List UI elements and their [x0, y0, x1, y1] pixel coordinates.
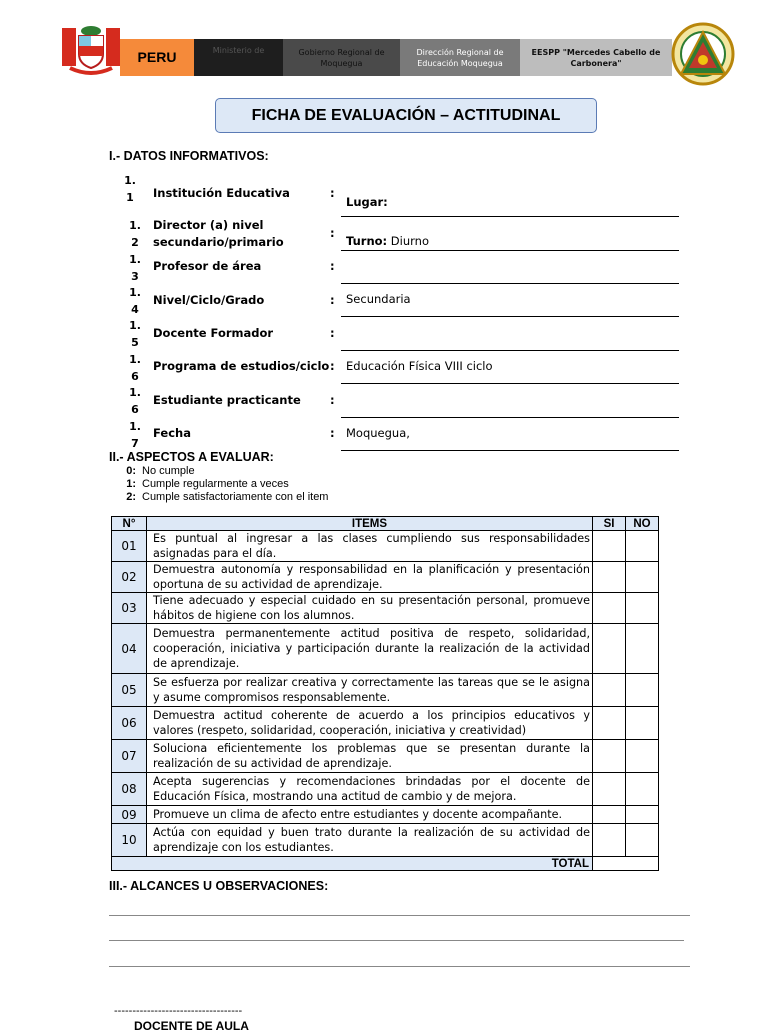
- label-profesor: Profesor de área: [153, 259, 262, 273]
- observation-line[interactable]: [109, 915, 690, 916]
- colon: :: [330, 326, 335, 340]
- cell-si[interactable]: [593, 824, 626, 857]
- cell-si[interactable]: [593, 593, 626, 624]
- table-row: [112, 806, 659, 824]
- row-number: 1. 7: [129, 420, 141, 450]
- label-nivel-ciclo-grado: Nivel/Ciclo/Grado: [153, 293, 265, 307]
- table-row: [112, 593, 659, 624]
- cell-no[interactable]: [626, 624, 659, 674]
- section-2-heading: II.- ASPECTOS A EVALUAR:: [109, 450, 274, 464]
- value-programa: Educación Física VIII ciclo: [346, 359, 493, 373]
- field-line[interactable]: [341, 383, 679, 384]
- cell-no[interactable]: [626, 707, 659, 740]
- field-line[interactable]: [341, 250, 679, 251]
- item-number: 01: [112, 531, 147, 562]
- section-3-heading: III.- ALCANCES U OBSERVACIONES:: [109, 879, 329, 893]
- label-fecha: Fecha: [153, 426, 191, 440]
- signature-label: DOCENTE DE AULA: [134, 1019, 249, 1033]
- table-row: [112, 824, 659, 857]
- item-number: 08: [112, 773, 147, 806]
- total-label: TOTAL: [112, 857, 593, 871]
- value-fecha: Moquegua,: [346, 426, 410, 440]
- item-text: Demuestra autonomía y responsabilidad en la planificación y presentación oportuna de su actividad de aprendizaje.: [147, 562, 593, 593]
- cell-si[interactable]: [593, 562, 626, 593]
- item-number: 06: [112, 707, 147, 740]
- scale-item: 2: Cumple satisfactoriamente con el item: [126, 491, 329, 503]
- item-text: Se esfuerza por realizar creativa y correctamente las tareas que se le asigna y asume compromisos responsablemente.: [147, 674, 593, 707]
- colon: :: [330, 393, 335, 407]
- label-programa: Programa de estudios/ciclo: [153, 359, 330, 373]
- item-text: Promueve un clima de afecto entre estudiantes y docente acompañante.: [147, 806, 593, 824]
- item-number: 10: [112, 824, 147, 857]
- row-number: 1. 6: [129, 353, 141, 383]
- item-text: Acepta sugerencias y recomendaciones brindadas por el docente de Educación Física, mostrando una actitud de cambio y de mejora.: [147, 773, 593, 806]
- label-turno: Turno:: [346, 234, 388, 248]
- item-number: 02: [112, 562, 147, 593]
- header-eespp: EESPP "Mercedes Cabello de Carbonera": [520, 39, 672, 76]
- cell-no[interactable]: [626, 593, 659, 624]
- table-row: [112, 707, 659, 740]
- field-line[interactable]: [341, 216, 679, 217]
- cell-si[interactable]: [593, 531, 626, 562]
- evaluation-table: [111, 516, 659, 871]
- colon: :: [330, 426, 335, 440]
- observation-line[interactable]: [109, 966, 690, 967]
- row-number: 1. 4: [129, 286, 141, 316]
- cell-no[interactable]: [626, 740, 659, 773]
- table-row: [112, 624, 659, 674]
- item-text: Soluciona eficientemente los problemas que se presentan durante la realización de su actividad de aprendizaje.: [147, 740, 593, 773]
- label-estudiante: Estudiante practicante: [153, 393, 301, 407]
- field-line[interactable]: [341, 417, 679, 418]
- item-text: Tiene adecuado y especial cuidado en su presentación personal, promueve hábitos de higiene con los alumnos.: [147, 593, 593, 624]
- cell-no[interactable]: [626, 674, 659, 707]
- header-no: NO: [626, 517, 659, 531]
- item-text: Es puntual al ingresar a las clases cumpliendo sus responsabilidades asignadas para el día.: [147, 531, 593, 562]
- header-peru: PERU: [120, 39, 194, 76]
- item-number: 07: [112, 740, 147, 773]
- header-direccion-regional: Dirección Regional de Educación Moquegua: [400, 39, 520, 76]
- value-turno: Diurno: [390, 234, 429, 248]
- label-docente-formador: Docente Formador: [153, 326, 274, 340]
- header-num: N°: [112, 517, 147, 531]
- header-si: SI: [593, 517, 626, 531]
- cell-no[interactable]: [626, 824, 659, 857]
- total-value-cell[interactable]: [593, 857, 659, 871]
- scale-item: 0: No cumple: [126, 465, 195, 477]
- value-nivel: Secundaria: [346, 292, 411, 306]
- field-turno: [346, 234, 429, 248]
- peru-coat-of-arms-logo: [62, 22, 120, 78]
- cell-si[interactable]: [593, 740, 626, 773]
- colon: :: [330, 359, 335, 373]
- cell-si[interactable]: [593, 707, 626, 740]
- header-gobierno-regional: Gobierno Regional de Moquegua: [283, 39, 400, 76]
- header-items: ITEMS: [147, 517, 593, 531]
- table-row: [112, 740, 659, 773]
- label-director: Director (a) nivel secundario/primario: [153, 218, 284, 249]
- cell-no[interactable]: [626, 806, 659, 824]
- row-number: 1. 3: [129, 253, 141, 283]
- cell-si[interactable]: [593, 773, 626, 806]
- label-lugar: Lugar:: [346, 195, 388, 209]
- field-line[interactable]: [341, 316, 679, 317]
- item-number: 03: [112, 593, 147, 624]
- section-1-heading: I.- DATOS INFORMATIVOS:: [109, 149, 269, 163]
- colon: :: [330, 186, 335, 200]
- row-number: 1. 2: [129, 219, 141, 249]
- cell-no[interactable]: [626, 531, 659, 562]
- row-number: 1. 6: [129, 386, 141, 416]
- cell-no[interactable]: [626, 562, 659, 593]
- table-header-row: [112, 517, 659, 531]
- cell-si[interactable]: [593, 806, 626, 824]
- document-title: FICHA DE EVALUACIÓN – ACTITUDINAL: [215, 98, 597, 133]
- item-number: 09: [112, 806, 147, 824]
- colon: :: [330, 259, 335, 273]
- table-row: [112, 773, 659, 806]
- label-institucion: Institución Educativa: [153, 186, 290, 200]
- table-row: [112, 674, 659, 707]
- item-text: Demuestra permanentemente actitud positiva de respeto, solidaridad, cooperación, iniciativa y participación durante la realización de la actividad de aprendizaje.: [147, 624, 593, 674]
- item-text: Demuestra actitud coherente de acuerdo a los principios educativos y valores (respeto, solidaridad, cooperación, iniciativa y creatividad): [147, 707, 593, 740]
- item-number: 04: [112, 624, 147, 674]
- rating-scale: [122, 465, 328, 504]
- observation-line[interactable]: [109, 940, 684, 941]
- table-row: [112, 562, 659, 593]
- table-total-row: [112, 857, 659, 871]
- table-row: [112, 531, 659, 562]
- field-line[interactable]: [341, 283, 679, 284]
- field-line[interactable]: [341, 350, 679, 351]
- scale-item: 1: Cumple regularmente a veces: [126, 478, 289, 490]
- item-text: Actúa con equidad y buen trato durante la realización de su actividad de aprendizaje con los estudiantes.: [147, 824, 593, 857]
- cell-si[interactable]: [593, 674, 626, 707]
- colon: :: [330, 226, 335, 240]
- item-number: 05: [112, 674, 147, 707]
- header-ministerio: Ministerio de: [194, 39, 283, 76]
- colon: :: [330, 293, 335, 307]
- row-number: 1. 1: [124, 174, 136, 204]
- cell-no[interactable]: [626, 773, 659, 806]
- signature-line: -----------------------------------: [114, 1005, 243, 1017]
- cell-si[interactable]: [593, 624, 626, 674]
- field-line[interactable]: [341, 450, 679, 451]
- row-number: 1. 5: [129, 319, 141, 349]
- eespp-institution-seal-logo: [671, 22, 735, 86]
